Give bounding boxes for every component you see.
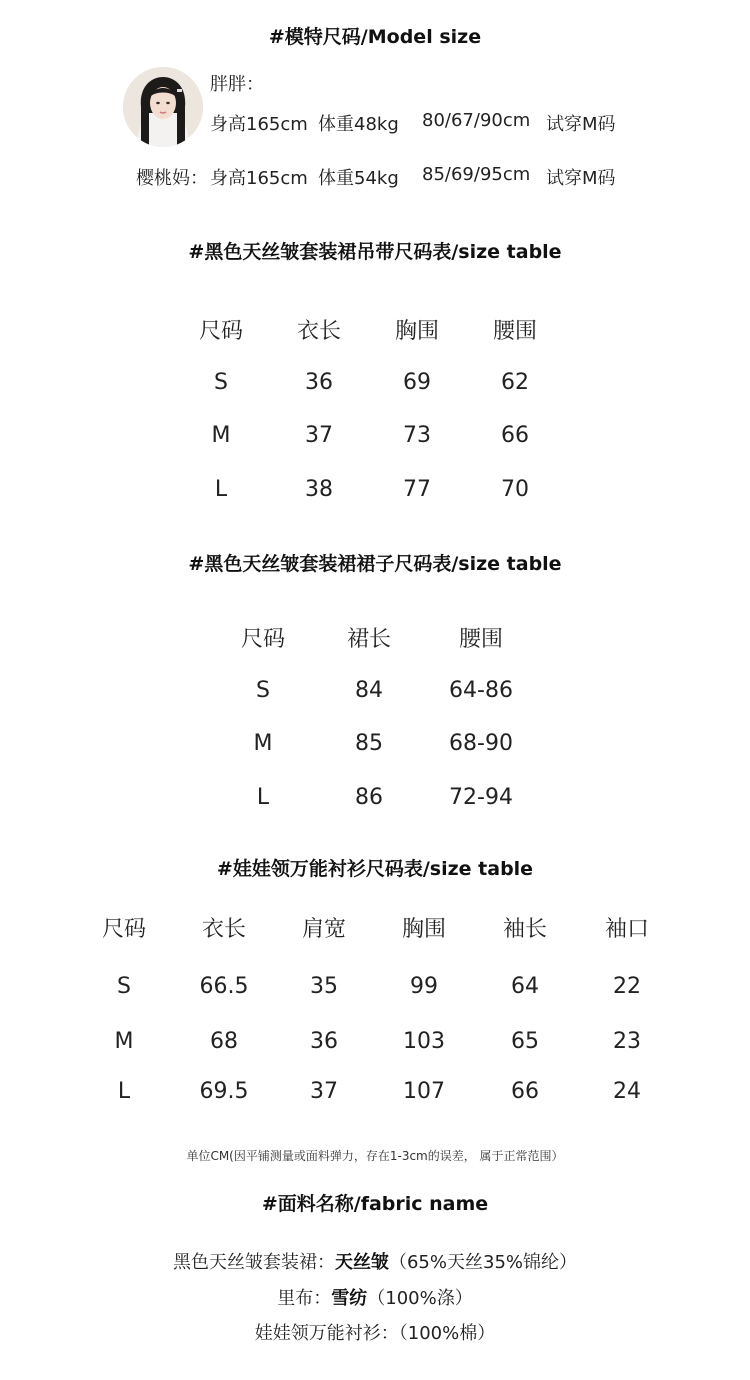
fabric-line-2-bold: 雪纺 xyxy=(331,1288,368,1309)
table-cell: 35 xyxy=(310,973,338,999)
model1-fit-size: 试穿M码 xyxy=(546,114,616,135)
table-row xyxy=(172,356,564,409)
table-cell: S xyxy=(117,973,131,999)
table-row xyxy=(74,1066,678,1116)
measurement-note: 单位CM(因平铺测量或面料弹力，存在1-3cm的误差， 属于正常范围） xyxy=(186,1149,564,1163)
model2-weight: 体重54kg xyxy=(318,168,399,189)
table-row xyxy=(74,956,678,1016)
table-cell: 62 xyxy=(501,370,529,395)
table-cell: 69.5 xyxy=(199,1078,249,1104)
table-cell: 36 xyxy=(305,370,333,395)
table3-header-cell: 胸围 xyxy=(401,916,446,942)
table-cell: 64-86 xyxy=(449,677,513,703)
table1-header-cell: 胸围 xyxy=(394,318,439,344)
table-cell: 66 xyxy=(501,423,529,448)
fabric-line-1-suffix: （65%天丝35%锦纶） xyxy=(388,1252,577,1273)
table-row xyxy=(172,462,564,516)
fabric-line-2-suffix: （100%涤） xyxy=(367,1288,473,1309)
table2-header-cell: 尺码 xyxy=(240,626,285,652)
table-cell: 72-94 xyxy=(449,784,513,810)
table-cell: 103 xyxy=(403,1028,445,1054)
table-cell: L xyxy=(256,784,270,810)
model2-height: 身高165cm xyxy=(210,168,308,189)
table-cell: 85 xyxy=(355,730,383,756)
table-row xyxy=(210,664,540,716)
table2-header-cell: 裙长 xyxy=(346,626,391,652)
size-table-1 xyxy=(172,302,564,516)
fabric-line-2 xyxy=(0,1284,750,1310)
fabric-title: #面料名称/fabric name xyxy=(261,1193,489,1215)
size-table-2 xyxy=(210,610,540,824)
table-cell: S xyxy=(256,677,270,703)
table-cell: 22 xyxy=(613,973,641,999)
table3-header-row xyxy=(74,898,678,956)
table-cell: 99 xyxy=(410,973,438,999)
table-cell: 66 xyxy=(511,1078,539,1104)
table-cell: 69 xyxy=(403,370,431,395)
table-cell: S xyxy=(214,370,228,395)
table2-title: #黑色天丝皱套装裙裙子尺码表/size table xyxy=(188,553,562,575)
table3-header-cell: 衣长 xyxy=(201,916,246,942)
table-cell: 77 xyxy=(403,476,431,502)
size-table-3 xyxy=(74,898,678,1116)
model2-fit-size: 试穿M码 xyxy=(546,168,616,189)
table-row xyxy=(172,409,564,462)
fabric-line-3 xyxy=(0,1319,750,1345)
model1-measurements: 80/67/90cm xyxy=(422,110,531,131)
model-portrait-icon xyxy=(123,67,203,147)
table3-header-cell: 尺码 xyxy=(101,916,146,942)
table1-title: #黑色天丝皱套装裙吊带尺码表/size table xyxy=(188,241,562,263)
table-cell: M xyxy=(253,730,273,756)
model2-name: 樱桃妈： xyxy=(136,168,208,189)
fabric-line-1 xyxy=(0,1248,750,1274)
table-cell: 24 xyxy=(613,1078,641,1104)
table3-header-cell: 袖长 xyxy=(502,916,547,942)
model-avatar xyxy=(123,67,203,147)
fabric-line-2-prefix: 里布： xyxy=(277,1288,332,1309)
fabric-line-1-prefix: 黑色天丝皱套装裙： xyxy=(172,1252,335,1273)
table-cell: L xyxy=(117,1078,131,1104)
model1-name: 胖胖： xyxy=(210,74,264,95)
table3-header-cell: 肩宽 xyxy=(301,916,346,942)
table-cell: 23 xyxy=(613,1028,641,1054)
table-cell: M xyxy=(114,1028,134,1054)
table2-header-cell: 腰围 xyxy=(458,626,503,652)
table-row xyxy=(74,1016,678,1066)
table-cell: M xyxy=(211,423,231,448)
table3-title: #娃娃领万能衬衫尺码表/size table xyxy=(216,858,534,880)
model2-measurements: 85/69/95cm xyxy=(422,164,531,185)
table-cell: 66.5 xyxy=(199,973,249,999)
table-cell: 38 xyxy=(305,476,333,502)
table1-header-cell: 尺码 xyxy=(198,318,243,344)
table-cell: 68-90 xyxy=(449,730,513,756)
table-row xyxy=(210,770,540,824)
table-cell: 68 xyxy=(210,1028,238,1054)
table-cell: 84 xyxy=(355,677,383,703)
table-cell: 70 xyxy=(501,476,529,502)
table-row xyxy=(210,716,540,770)
table2-header-row xyxy=(210,610,540,664)
fabric-line-3-prefix: 娃娃领万能衬衫： xyxy=(254,1323,399,1344)
table-cell: 73 xyxy=(403,423,431,448)
table-cell: 64 xyxy=(511,973,539,999)
table3-header-cell: 袖口 xyxy=(604,916,649,942)
table1-header-cell: 衣长 xyxy=(296,318,341,344)
table1-header-cell: 腰围 xyxy=(492,318,537,344)
table1-header-row xyxy=(172,302,564,356)
model1-weight: 体重48kg xyxy=(318,114,399,135)
table-cell: L xyxy=(214,476,228,502)
table-cell: 37 xyxy=(305,423,333,448)
model1-height: 身高165cm xyxy=(210,114,308,135)
fabric-line-1-bold: 天丝皱 xyxy=(334,1252,389,1273)
model-size-title: #模特尺码/Model size xyxy=(268,26,482,48)
table-cell: 36 xyxy=(310,1028,338,1054)
fabric-line-3-suffix: （100%棉） xyxy=(398,1323,496,1344)
table-cell: 37 xyxy=(310,1078,338,1104)
table-cell: 107 xyxy=(403,1078,445,1104)
table-cell: 65 xyxy=(511,1028,539,1054)
table-cell: 86 xyxy=(355,784,383,810)
